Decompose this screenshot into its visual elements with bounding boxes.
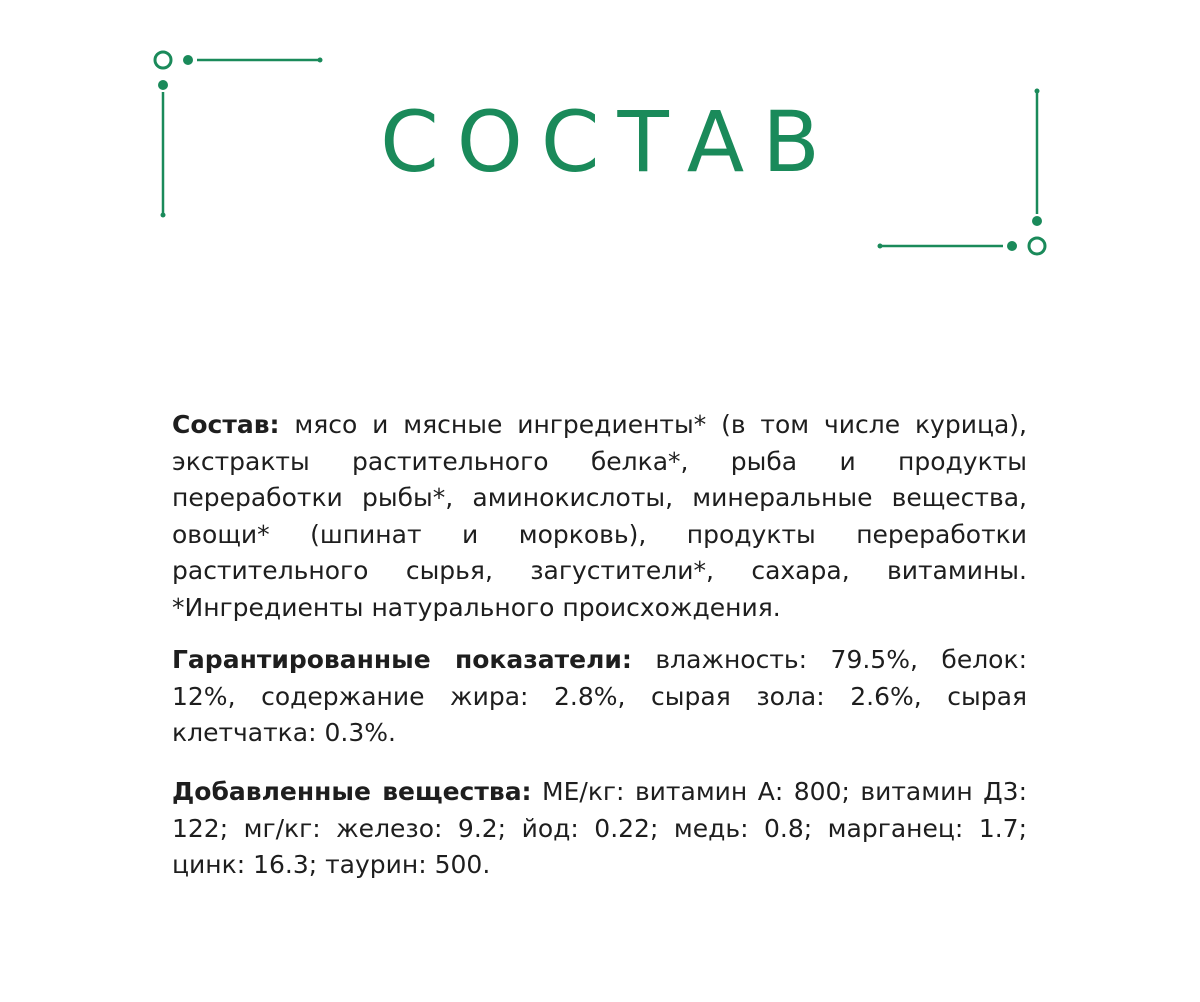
ring-icon (1029, 238, 1045, 254)
additives-paragraph (172, 774, 1027, 884)
guaranteed-text: влажность: 79.5%, белок: 12%, содержание жира: 2.8%, сырая зола: 2.6%, сырая клетчатка: 0.3%. (172, 645, 1028, 747)
guaranteed-label: Гарантированные показатели: (172, 645, 632, 674)
composition-paragraph (172, 407, 1027, 626)
page-title: СОСТАВ (380, 93, 838, 191)
ring-icon (155, 52, 171, 68)
dot-icon (158, 80, 168, 90)
additives-label: Добавленные вещества: (172, 777, 532, 806)
dot-icon (1032, 216, 1042, 226)
guaranteed-analysis-paragraph (172, 642, 1027, 752)
dot-icon (183, 55, 193, 65)
dot-icon (1007, 241, 1017, 251)
additives-text: МЕ/кг: витамин А: 800; витамин Д3: 122; мг/кг: железо: 9.2; йод: 0.22; медь: 0.8; марганец: 1.7; цинк: 16.3; таурин: 500. (172, 777, 1027, 879)
composition-text: мясо и мясные ингредиенты* (в том числе курица), экстракты растительного белка*, рыба и продукты переработки рыбы*, аминокислоты, минеральные вещества, овощи* (шпинат и морковь), продукты переработки растительного сырья, загустители*, сахара, витамины. *Ингредиенты натурального происхождения. (172, 410, 1027, 622)
composition-label: Состав: (172, 410, 280, 439)
